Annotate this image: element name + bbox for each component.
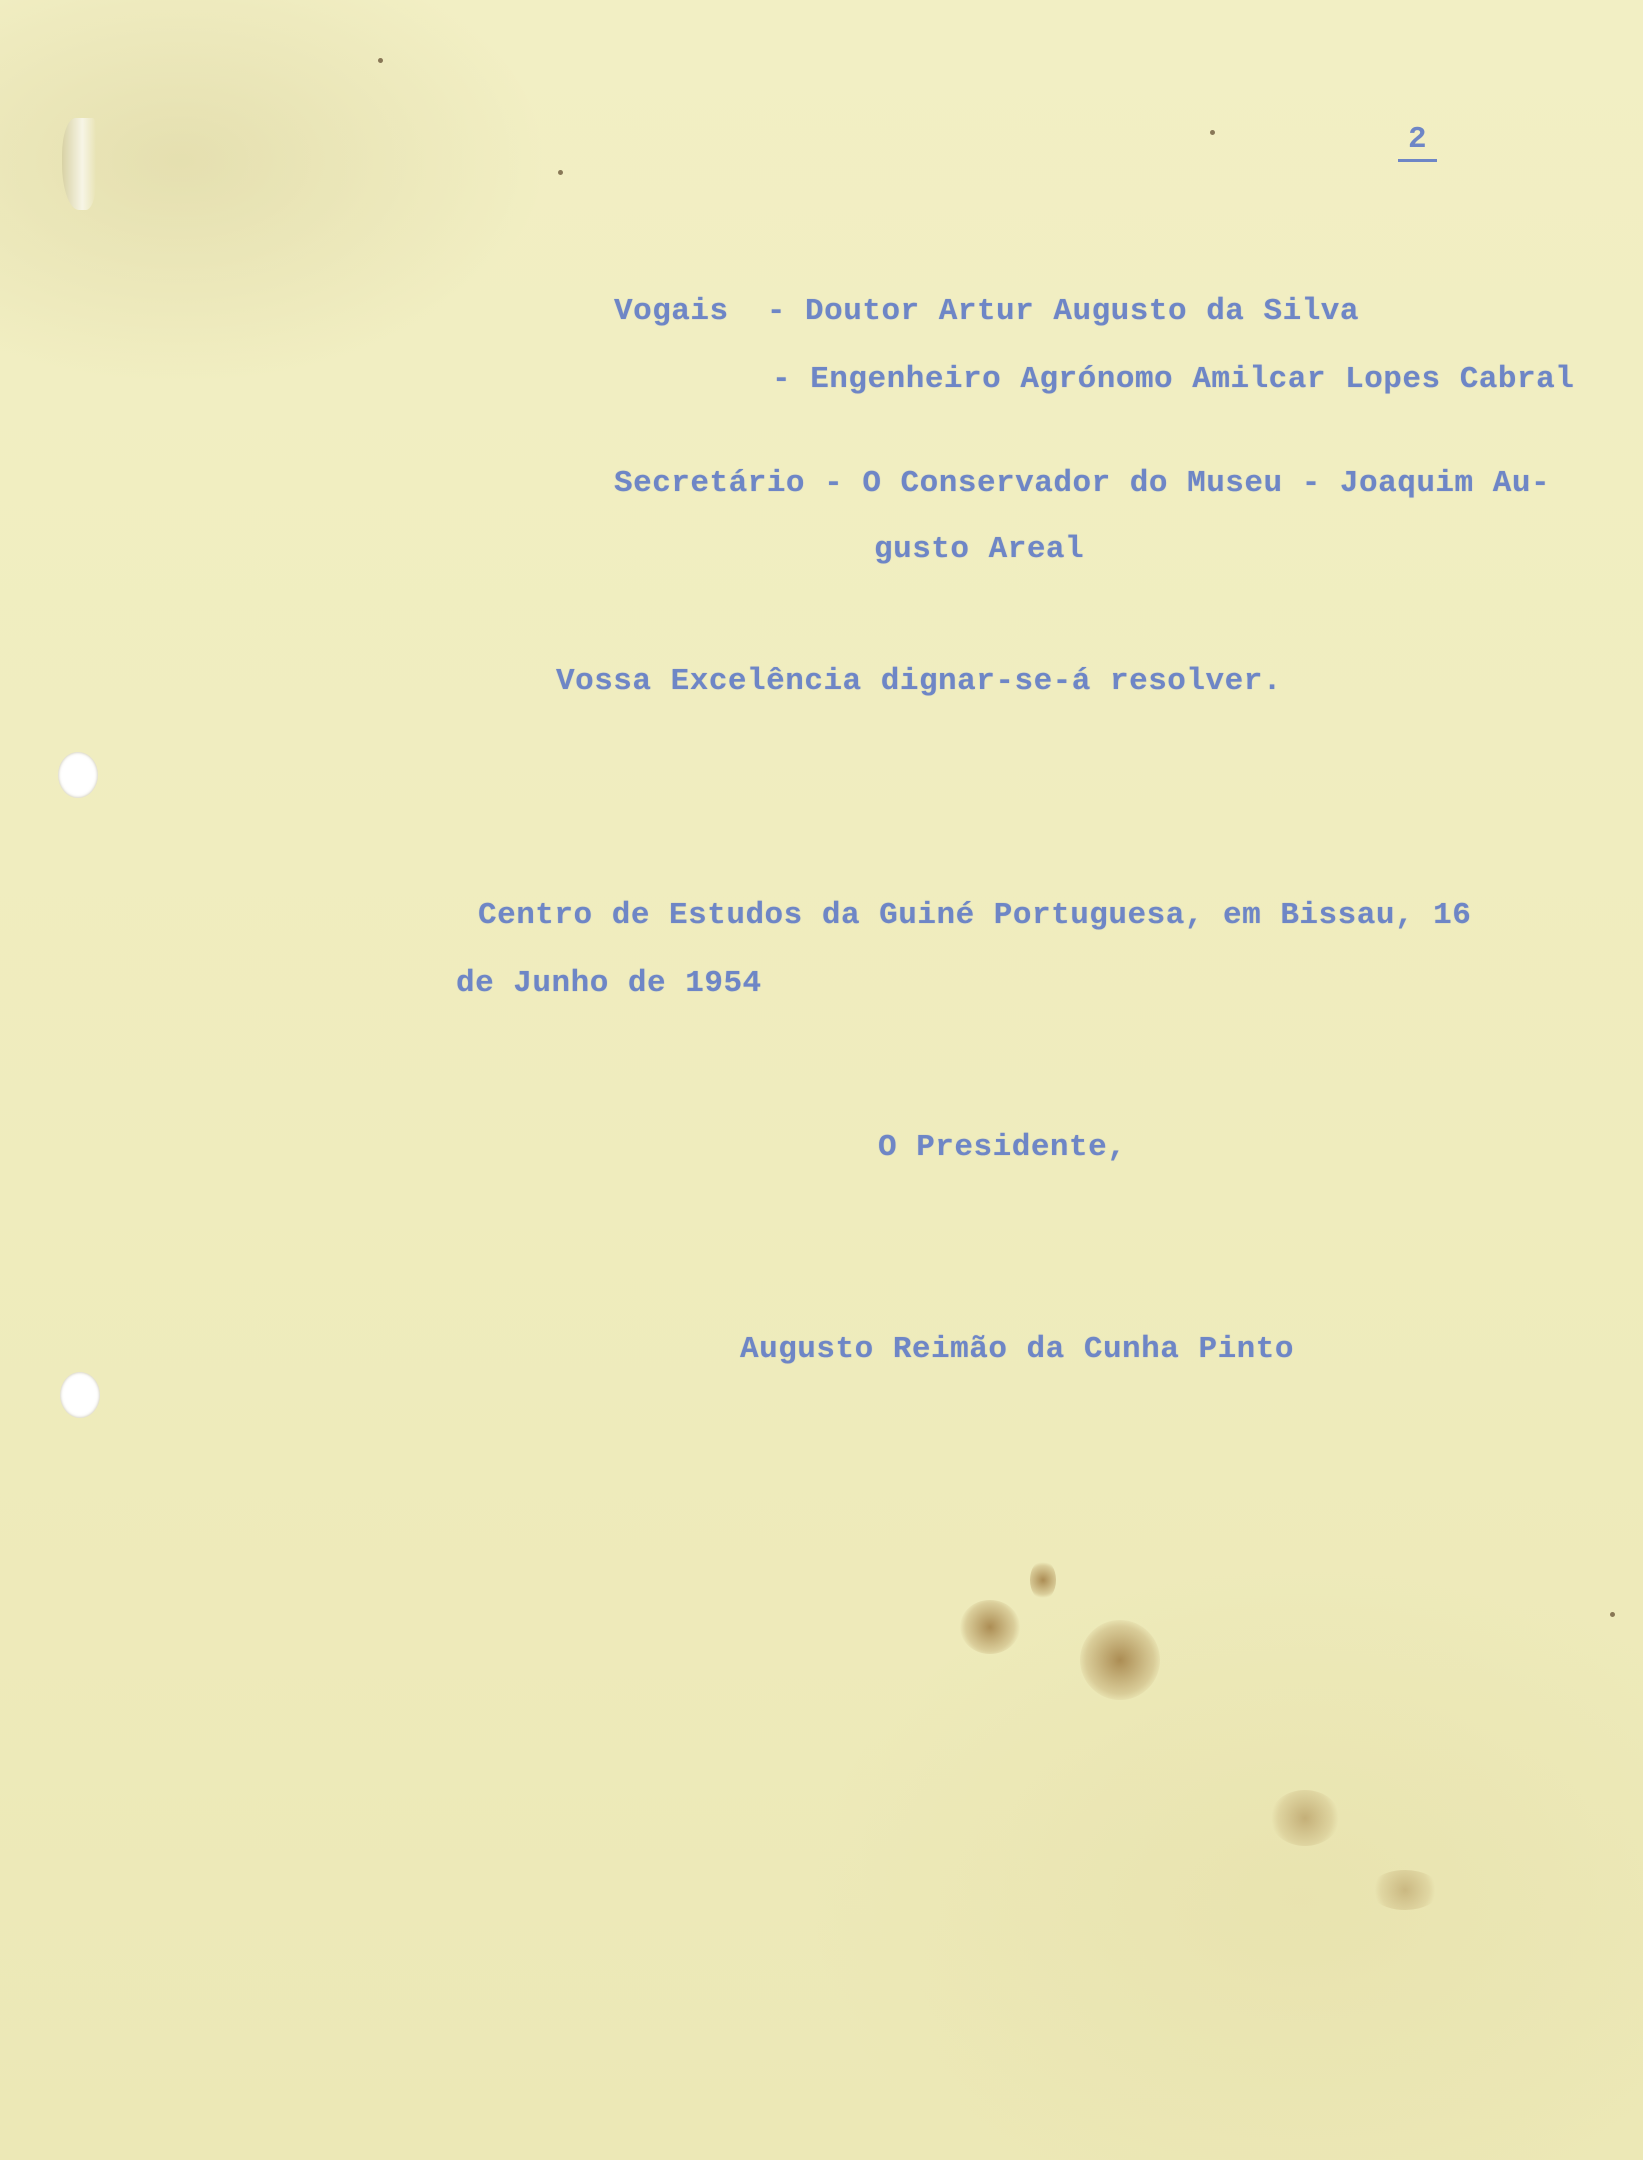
punch-hole-upper [58, 752, 98, 798]
secretario-line-1: Secretário - O Conservador do Museu - Joaquim Au- [614, 466, 1551, 501]
page-number: 2 [1398, 122, 1437, 162]
stain-spot [1270, 1790, 1340, 1846]
place-date-line-2: de Junho de 1954 [456, 966, 762, 1001]
stain-spot [1370, 1870, 1440, 1910]
stain-spot [1030, 1560, 1056, 1600]
speck [378, 58, 383, 63]
secretario-line-2: gusto Areal [874, 532, 1085, 567]
speck [1210, 130, 1215, 135]
speck [558, 170, 563, 175]
place-date-line-1: Centro de Estudos da Guiné Portuguesa, em Bissau, 16 [478, 898, 1472, 933]
signature-title: O Presidente, [878, 1130, 1127, 1165]
stain-spot [1080, 1620, 1160, 1700]
speck [1610, 1612, 1615, 1617]
vogais-line-1: Vogais - Doutor Artur Augusto da Silva [614, 294, 1360, 329]
vogais-line-2: - Engenheiro Agrónomo Amilcar Lopes Cabral [772, 362, 1575, 397]
paper-tear [62, 118, 96, 210]
signature-name: Augusto Reimão da Cunha Pinto [740, 1332, 1294, 1367]
stain-spot [960, 1600, 1020, 1654]
punch-hole-lower [60, 1372, 100, 1418]
closing-line: Vossa Excelência dignar-se-á resolver. [556, 664, 1282, 699]
